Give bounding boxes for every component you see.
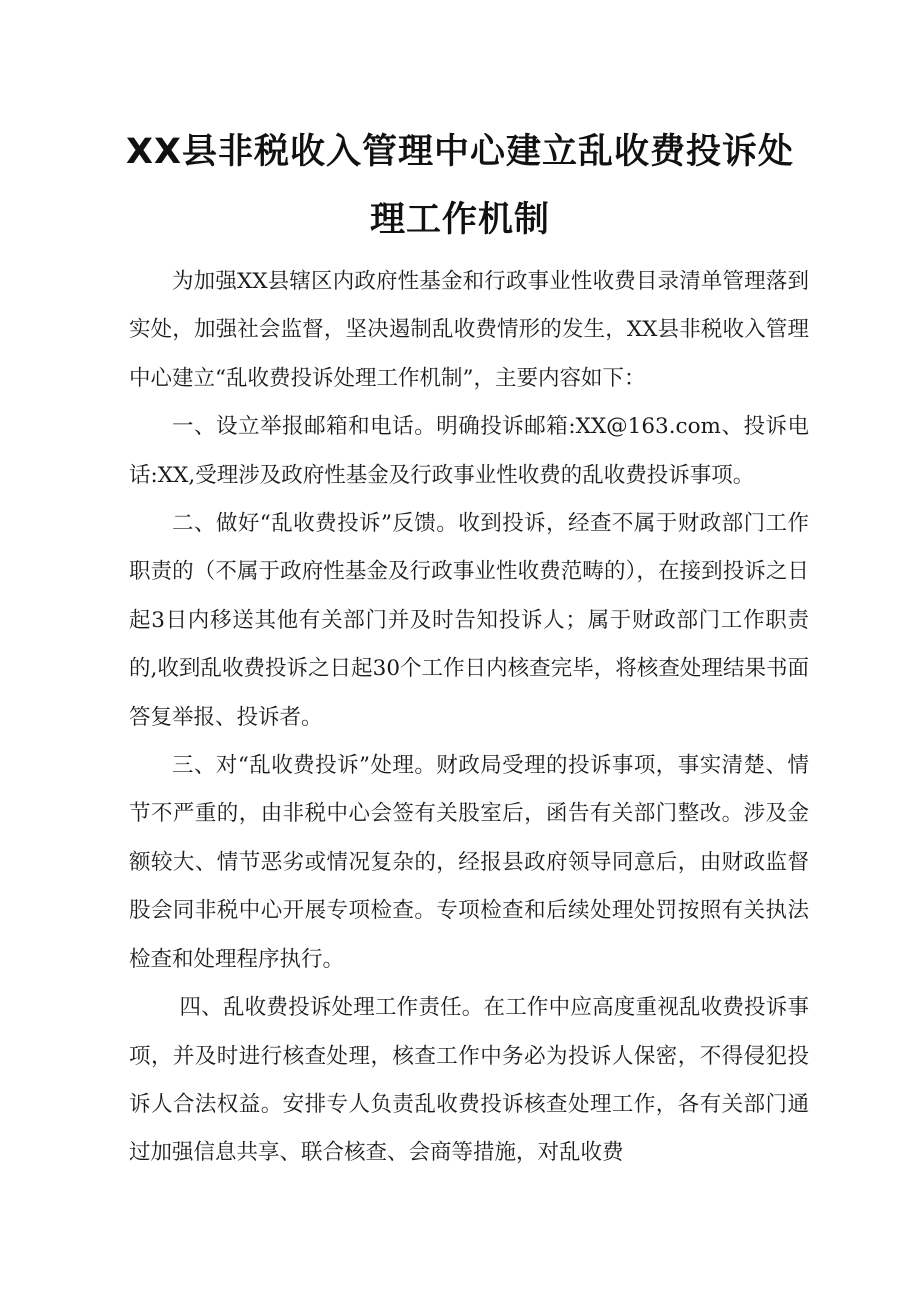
section-1-paragraph: 一、设立举报邮箱和电话。明确投诉邮箱:XX@163.com、投诉电话:XX,受理涉及政府性基金及行政事业性收费的乱收费投诉事项。	[129, 414, 809, 488]
section-3-paragraph: 三、对“乱收费投诉”处理。财政局受理的投诉事项，事实清楚、情节不严重的，由非税中心会签有关股室后，函告有关部门整改。涉及金额较大、情节恶劣或情况复杂的，经报县政府领导同意后，由财政监督股会同非税中心开展专项检查。专项检查和后续处理处罚按照有关执法检查和处理程序执行。	[129, 753, 809, 972]
section-4-paragraph: 四、乱收费投诉处理工作责任。在工作中应高度重视乱收费投诉事项，并及时进行核查处理，核查工作中务必为投诉人保密，不得侵犯投诉人合法权益。安排专人负责乱收费投诉核查处理工作，各有关部门通过加强信息共享、联合核查、会商等措施，对乱收费	[129, 995, 809, 1166]
document-title-line-2: 理工作机制	[369, 200, 550, 240]
section-2-paragraph: 二、做好“乱收费投诉”反馈。收到投诉，经查不属于财政部门工作职责的（不属于政府性基金及行政事业性收费范畴的），在接到投诉之日起3日内移送其他有关部门并及时告知投诉人；属于财政部门工作职责的,收到乱收费投诉之日起30个工作日内核查完毕，将核查处理结果书面答复举报、投诉者。	[129, 511, 809, 730]
document-body	[129, 258, 809, 1178]
document-title-line-1: XX县非税收入管理中心建立乱收费投诉处	[126, 132, 794, 172]
intro-paragraph: 为加强XX县辖区内政府性基金和行政事业性收费目录清单管理落到实处，加强社会监督，坚决遏制乱收费情形的发生，XX县非税收入管理中心建立“乱收费投诉处理工作机制”，主要内容如下：	[129, 269, 809, 391]
